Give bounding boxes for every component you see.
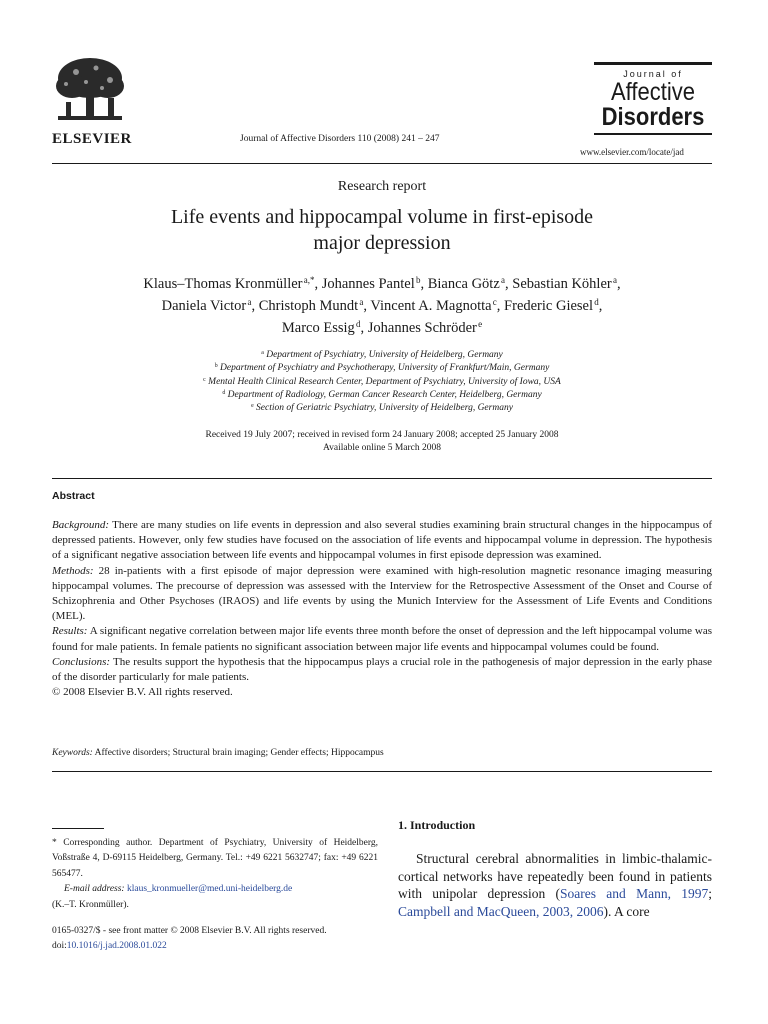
author-name: Daniela Victor bbox=[161, 298, 247, 314]
title-line-1: Life events and hippocampal volume in first-episode bbox=[170, 206, 594, 228]
author-name: Bianca Götz bbox=[427, 276, 500, 292]
online-date: Available online 5 March 2008 bbox=[322, 443, 441, 453]
logo-top-rule bbox=[594, 62, 712, 65]
author-line-3: Marco Essig $^d$, Johannes Schröder $^e$ bbox=[281, 319, 483, 336]
author-name: Frederic Giesel bbox=[504, 298, 594, 314]
logo-journal-of: Journal of bbox=[623, 69, 683, 79]
author-affil-mark: d bbox=[594, 297, 599, 308]
author-affil-mark: c bbox=[492, 297, 497, 308]
author-affil-mark: a bbox=[359, 297, 364, 308]
author-affil-mark: b bbox=[415, 275, 421, 286]
footnote-rule bbox=[52, 828, 104, 829]
introduction-heading: 1. Introduction bbox=[398, 818, 476, 832]
title-line-2: major depression bbox=[313, 232, 451, 254]
footnote bbox=[52, 836, 378, 913]
author-name: Marco Essig bbox=[281, 320, 355, 336]
email-line: E-mail address: klaus_kronmueller@med.uni-heidelberg.de bbox=[64, 884, 293, 895]
abstract-top-rule bbox=[52, 478, 712, 479]
logo-disorders: Disorders bbox=[601, 103, 705, 131]
article-dates bbox=[52, 429, 712, 455]
received-dates: Received 19 July 2007; received in revised form 24 January 2008; accepted 25 January 2008 bbox=[205, 430, 559, 440]
affiliation-item: $^d$ Department of Radiology, German Cancer Research Center, Heidelberg, Germany bbox=[222, 389, 542, 400]
corresponding-author: * Corresponding author. Department of Psychiatry, University of Heidelberg, Voßstraße 4, D-69115 Heidelberg, Germany. Tel.: +49 6221 5632747; fax: +49 6221 565477. bbox=[52, 838, 378, 879]
publisher-name: ELSEVIER bbox=[52, 131, 132, 147]
abstract-body bbox=[52, 518, 712, 700]
author-affil-mark: a bbox=[247, 297, 252, 308]
keywords bbox=[52, 748, 384, 758]
issn-line: 0165-0327/$ - see front matter © 2008 Elsevier B.V. All rights reserved. bbox=[52, 926, 327, 936]
abstract-methods: Methods: 28 in-patients with a first episode of major depression were examined with high-resolution magnetic resonance imaging measuring hippocampal volumes. The precourse of depression was assessed with the Interview for the Retrospective Assessment of the Onset and Course of Schizophrenia and Other Psychoses (IRAOS) and life events by using the Munich Interview for the Assessment of Life Events and Conditions (MEL). bbox=[52, 564, 712, 623]
author-name: Johannes Pantel bbox=[321, 276, 415, 292]
logo-affective: Affective bbox=[611, 78, 695, 106]
author-affil-mark: e bbox=[478, 319, 483, 330]
keywords-label: Keywords: bbox=[52, 748, 93, 758]
doi-line: doi:10.1016/j.jad.2008.01.022 bbox=[52, 941, 167, 951]
citation-link[interactable]: Soares and Mann, 1997 bbox=[560, 886, 709, 902]
elsevier-tree-logo bbox=[52, 52, 128, 128]
abstract-conclusions: Conclusions: The results support the hypothesis that the hippocampus plays a crucial role in the pathogenesis of major depression in the early phase of the disorder particularly for male patients. bbox=[52, 655, 712, 684]
author-name: Sebastian Köhler bbox=[512, 276, 612, 292]
affiliation-item: $^b$ Department of Psychiatry and Psychotherapy, University of Frankfurt/Main, Germany bbox=[214, 363, 550, 374]
email-link[interactable]: klaus_kronmueller@med.uni-heidelberg.de bbox=[126, 884, 293, 895]
abstract-bottom-rule bbox=[52, 771, 712, 772]
author-affil-mark: a bbox=[501, 275, 505, 286]
affiliation-item: $^c$ Mental Health Clinical Research Center, Department of Psychiatry, University of Iowa, USA bbox=[203, 376, 561, 387]
introduction-paragraph: Structural cerebral abnormalities in limbic-thalamic-cortical networks have repeatedly been found in patients with unipolar depression (Soares and Mann, 1997; Campbell and MacQueen, 2003, 2006). A core bbox=[398, 851, 712, 919]
author-affil-mark: a,* bbox=[303, 275, 315, 286]
author-name: Vincent A. Magnotta bbox=[370, 298, 492, 314]
article-type: Research report bbox=[337, 179, 427, 194]
abstract-heading: Abstract bbox=[52, 490, 95, 502]
logo-bottom-rule bbox=[594, 133, 712, 135]
article-title bbox=[52, 204, 712, 256]
author-affil-mark: a bbox=[612, 275, 617, 286]
author-list bbox=[52, 273, 712, 339]
journal-logo bbox=[594, 62, 712, 138]
abstract-copyright: © 2008 Elsevier B.V. All rights reserved. bbox=[52, 686, 233, 699]
keywords-text: Affective disorders; Structural brain imaging; Gender effects; Hippocampus bbox=[94, 748, 384, 758]
author-line-2: Daniela Victor $^a$, Christoph Mundt $^a$, Vincent A. Magnotta $^c$, Frederic Giesel $^d$, bbox=[161, 297, 603, 314]
header-divider bbox=[52, 163, 712, 164]
affiliation-list bbox=[52, 349, 712, 415]
citation-link[interactable]: Campbell and MacQueen, 2003, 2006 bbox=[398, 903, 604, 919]
author-name: Klaus–Thomas Kronmüller bbox=[143, 276, 303, 292]
author-name: Johannes Schröder bbox=[367, 320, 477, 336]
journal-url[interactable]: www.elsevier.com/locate/jad bbox=[580, 147, 684, 157]
journal-citation: Journal of Affective Disorders 110 (2008) 241 – 247 bbox=[240, 134, 440, 144]
affiliation-item: $^e$ Section of Geriatric Psychiatry, University of Heidelberg, Germany bbox=[251, 402, 513, 414]
front-matter-info bbox=[52, 924, 327, 954]
abstract-results: Results: A significant negative correlation between major life events three month before the onset of depression and the left hippocampal volume was found for male patients. In female patients no significant association between major life events and hippocampal volumes could be found. bbox=[52, 625, 712, 653]
author-line-1: Klaus–Thomas Kronmüller $^{a,*}$, Johannes Pantel $^b$, Bianca Götz $^a$, Sebastian Köhler $^a$, bbox=[143, 275, 621, 292]
author-name: Christoph Mundt bbox=[258, 298, 359, 314]
author-affil-mark: d bbox=[356, 319, 361, 330]
abstract-background: Background: There are many studies on life events in depression and also several studies examining brain structural changes in the hippocampus of depressed patients. However, only few studies have focused on the association of life events and hippocampal volume in depression. The hypothesis of a significant negative association between life events and hippocampal volumes in first episode depression was examined. bbox=[52, 519, 712, 562]
doi-link[interactable]: 10.1016/j.jad.2008.01.022 bbox=[66, 941, 167, 951]
email-owner: (K.–T. Kronmüller). bbox=[52, 899, 129, 910]
affiliation-item: $^a$ Department of Psychiatry, University of Heidelberg, Germany bbox=[261, 349, 503, 360]
introduction-body bbox=[398, 850, 712, 920]
